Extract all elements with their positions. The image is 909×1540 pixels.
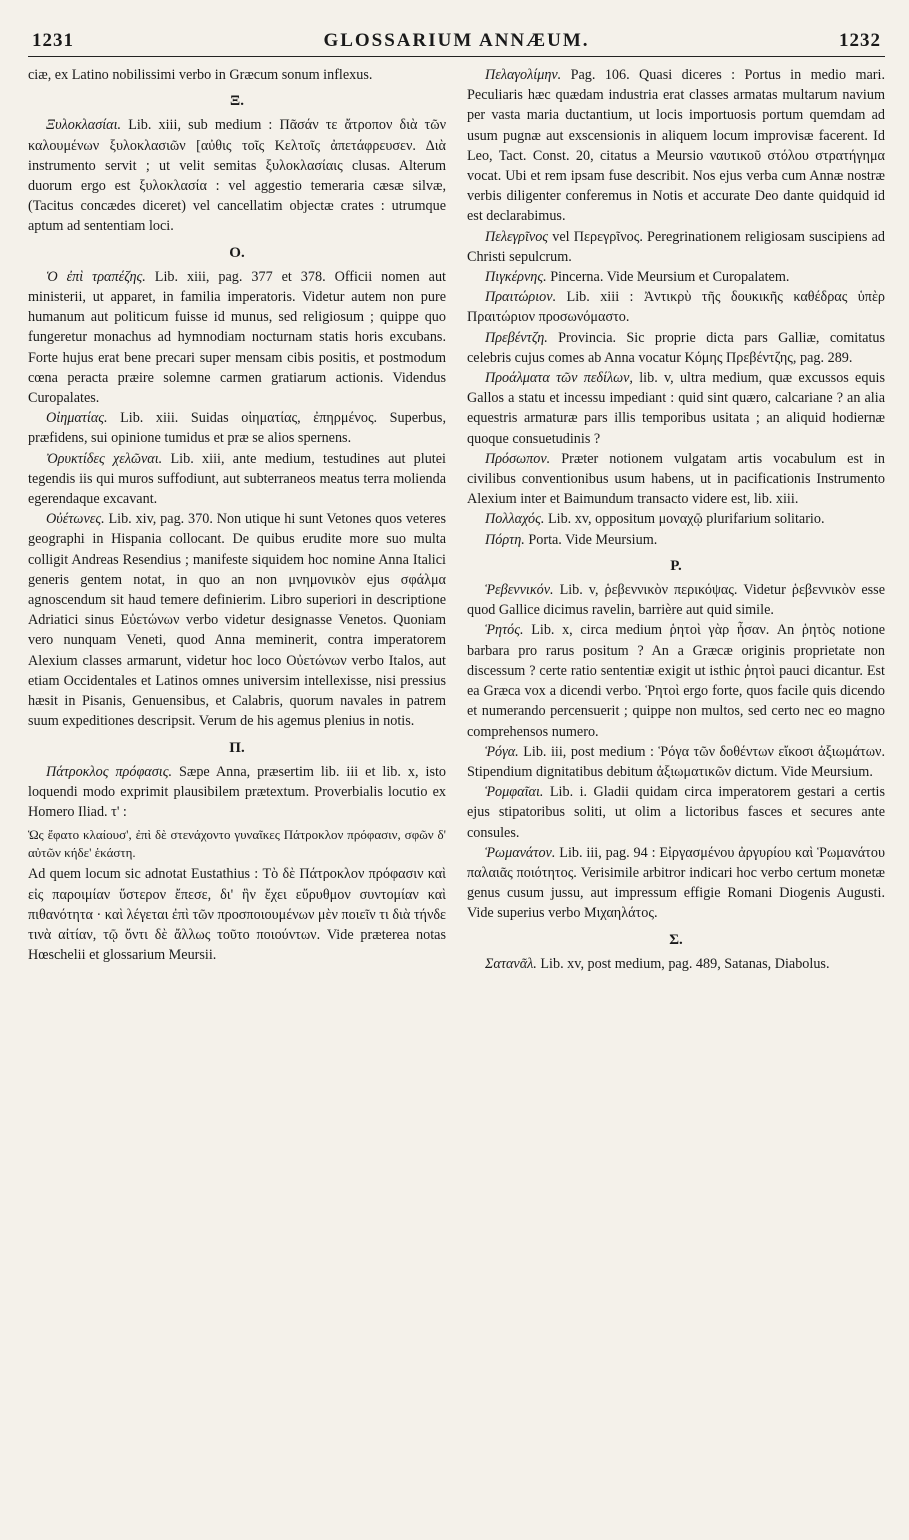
entry-text: Pag. 106. Quasi diceres : Portus in medio mari. Peculiaris hæc quædam industria erat classes armatas multarum navium per vasta maria ductantium, ut locis importuosis portum quemdam ad usum pugnæ aut exscensionis in aliquem locum improvisæ facerent. Id Leo, Tact. Const. 20, citatus a Meursio ναυτικοῦ στόλου στρατήγημα vocat. Ubi et rem ipsam fuse describit. Nos ejus verba cum Annæ nostræ verbis diligenter conferemus in Notis et accurate Deo dante quidquid id est declarabimus.	[467, 67, 885, 225]
entry-headword: Πολλαχός.	[485, 511, 545, 528]
glossary-entry	[28, 509, 446, 731]
entry-text: Præter notionem vulgatam artis vocabulum est in civilibus conventionibus usum habens, ut in pacificationis Instrumento Alexium inter et Baimundum transacto videre est, lib. xiii.	[467, 450, 885, 508]
entry-headword: Πιγκέρνης.	[485, 269, 547, 286]
section-letter: Σ.	[669, 931, 683, 948]
continuation-text: ciæ, ex Latino nobilissimi verbo in Græcum sonum inflexus.	[28, 67, 373, 83]
entry-text: Sæpe Anna, præsertim lib. iii et lib. x, isto loquendi modo exprimit plausibilem prætextum. Proverbialis locutio ex Homero Iliad. τ' :	[28, 763, 447, 821]
entry-text: Lib. i. Gladii quidam circa imperatorem gestari a certis ejus stipatoribus soliti, ut olim a lictoribus fasces et secures ante consules.	[467, 784, 885, 841]
entry-headword: Οἰηματίας.	[46, 410, 108, 427]
entry-headword: Πελαγολίμην.	[485, 67, 562, 83]
entry-text: Lib. xiv, pag. 370. Non utique hi sunt Vetones quos veteres geographi in Hispania collocant. De quibus erudite more suo multa colligit Andreas Resendius ; manifeste siquidem hoc nomine Anna Italici generis gentem notat, in quo an non μνημονικὸν ejus σφάλμα agnoscendum sit haud temere definierim. Libro superiori in descriptione Adriatici sinus Εὐετώνων verbo videtur designasse Venetos. Quoniam vero nunquam Veneti, quod Anna meminerit, contra imperatorem Alexium classes armarunt, videtur hoc loco Οὐετώνων verbo Italos, aut etiam Occidentales et Latinos omnes universim intellexisse, nisi pressius hæsit in Pisanis, Genuensibus, et Calabris, quorum navales in patrem suum expeditiones descripsit. Verum de his agemus plenius in notis.	[28, 511, 446, 730]
entry-headword: Ῥόγα.	[485, 743, 519, 760]
entry-headword: Ῥεβεννικόν.	[485, 582, 554, 599]
entry-text: Lib. v, ῥεβεννικὸν περικόψας. Videtur ῥεβεννικὸν esse quod Gallice dicimus ravelin, barrière aut quid simile.	[467, 582, 885, 619]
glossary-entry	[467, 267, 885, 287]
glossary-entry	[467, 328, 885, 368]
entry-text: Lib. x, circa medium ῥητοὶ γὰρ ἦσαν. An ῥητὸς notione barbara pro rarus positum ? An a Græcæ originis proprietate non discessum ? certe ratio sententiæ exigit ut isthic ῥητοὶ pauci dicantur. Est ea Græca vox a dicendi verbo. Ῥητοὶ ergo forte, quos facile quis dicendo et numerando percensuerit ; quippe non multos, sed certo nec eo magno comprehensos numero.	[467, 622, 885, 740]
section-letter: Π.	[229, 739, 245, 756]
entry-headword: Σατανᾶλ.	[485, 955, 537, 972]
glossary-entry	[28, 762, 446, 823]
running-head	[28, 28, 885, 57]
entry-text: Lib. xiii, ante medium, testudines aut plutei tegendis iis qui muros suffodiunt, aut subterraneos meatus terra molienda egerendaque excavant.	[28, 450, 446, 508]
glossary-entry	[467, 580, 885, 620]
two-columns	[28, 65, 885, 974]
entry-text: Lib. xv, post medium, pag. 489, Satanas, Diabolus.	[536, 955, 830, 972]
entry-headword: Πόρτη.	[485, 531, 525, 548]
glossary-entry	[467, 843, 885, 924]
glossary-entry	[28, 449, 446, 510]
continuation-text: Ad quem locum sic adnotat Eustathius : Τὸ δὲ Πάτροκλον πρόφασιν καὶ εἰς παροιμίαν ὕστερον ἔπεσε, δι' ἣν ἔχει εὔρυθμον συντομίαν καὶ πιθανότητα · καὶ λέγεται ἐπὶ τῶν προσποιουμένων μὲν ποιεῖν τι διὰ τήνδε τινὰ αἰτίαν, τῷ ὄντι δὲ ἄλλως τοῦτο ποιούντων. Vide præterea notas Hœschelii et glossarium Meursii.	[28, 866, 446, 964]
entry-text: vel Περεγρῖνος. Peregrinationem religiosam suscipiens ad Christi sepulcrum.	[467, 228, 885, 265]
page-number-right: 1232	[839, 30, 881, 51]
glossary-entry	[467, 509, 885, 529]
entry-text: Lib. iii, pag. 94 : Εἰργασμένου ἀργυρίου καὶ Ῥωμανάτου παλαιᾶς ποιότητος. Verisimile arbitror indicari hoc verbo certum monetæ genus cusum jussu, aut impressum effigie Romani Diogenis Augusti. Vide superius verbo Μιχαηλάτος.	[467, 844, 885, 922]
entry-headword: Πάτροκλος πρόφασις.	[46, 763, 173, 780]
running-title: GLOSSARIUM ANNÆUM.	[323, 30, 590, 51]
entry-headword: Ῥωμανάτον.	[485, 844, 556, 861]
entry-headword: Ῥομφαῖαι.	[485, 784, 544, 801]
glossary-entry	[467, 449, 885, 510]
glossary-entry	[28, 267, 446, 408]
entry-headword: Πελεγρῖνος	[485, 228, 549, 245]
entry-headword: Πραιτώριον.	[485, 289, 557, 306]
glossary-entry	[467, 227, 885, 267]
entry-headword: Ὁ ἐπὶ τραπέζης.	[46, 268, 146, 285]
glossary-entry	[467, 620, 885, 741]
glossary-entry	[467, 287, 885, 327]
left-column	[28, 65, 446, 974]
entry-text: Lib. iii, post medium : Ῥόγα τῶν δοθέντων εἴκοσι ἀξιωμάτων. Stipendium dignitatibus debitum ἀξιωματικῶν dictum. Vide Meursium.	[467, 743, 885, 780]
entry-headword: Πρόσωπον.	[485, 450, 551, 467]
section-letter: P.	[670, 557, 682, 574]
entry-headword: Οὐέτωνες.	[46, 511, 105, 528]
glossary-entry	[467, 782, 885, 843]
glossary-entry	[28, 408, 446, 448]
entry-text: Lib. xiii. Suidas οἰηματίας, ἐπηρμένος. Superbus, præfidens, sui opinione tumidus et præ se alios spernens.	[28, 410, 446, 447]
glossary-entry	[28, 115, 446, 236]
entry-headword: Ξυλοκλασίαι.	[46, 117, 122, 134]
right-column	[467, 65, 885, 974]
entry-text: Pincerna. Vide Meursium et Curopalatem.	[546, 269, 790, 286]
entry-text: Lib. xv, oppositum μοναχῷ plurifarium solitario.	[544, 511, 825, 528]
page-number-left: 1231	[32, 30, 74, 51]
glossary-entry	[467, 530, 885, 550]
glossary-entry	[467, 954, 885, 974]
entry-text: Lib. xiii : Ἀντικρὺ τῆς δουκικῆς καθέδρας ὑπὲρ Πραιτώριον προσωνόμαστο.	[467, 289, 885, 326]
glossary-entry	[467, 742, 885, 782]
entry-text: Lib. xiii, sub medium : Πᾶσάν τε ἄτροπον διὰ τῶν καλουμένων ξυλοκλασιῶν [αὐθις τοῖς Κελτοῖς ἀπετάφρευσεν. Διὰ instrumento servit ; ut velit semitas ξυλοκλασίαις clusas. Alterum duorum ergo est ξυλοκλασία : vel aggestio temeraria cæsæ silvæ, (Tacitus concædes diceret) vel cancellatim objectæ crates : utrumque aptum ad sententiam loci.	[28, 117, 446, 235]
entry-text: Porta. Vide Meursium.	[524, 531, 658, 548]
verse-quote: Ὡς ἔφατο κλαίουσ', ἐπὶ δὲ στενάχοντο γυναῖκες Πάτροκλον πρόφασιν, σφῶν δ' αὐτῶν κήδε' ἑκάστη.	[28, 827, 446, 861]
glossary-entry	[467, 65, 885, 227]
entry-headword: Ῥητός.	[485, 622, 524, 639]
entry-text: Lib. xiii, pag. 377 et 378. Officii nomen aut ministerii, ut apparet, in familia imperatoris. Videtur autem non pure humanum aut politicum fuisse id munus, sed religiosum ; quippe quo fungeretur monachus ad hymnodiam nocturnam statis horis excubans. Forte hujus erat bene precari super mensam cibis positis, et postmodum cœna peracta præire solemne carmen gratiarum actionis. Videndus Curopalates.	[28, 268, 446, 407]
entry-headword: Προάλματα τῶν πεδίλων,	[485, 370, 633, 387]
entry-text: Provincia. Sic proprie dicta pars Galliæ, comitatus celebris cujus comes ab Anna vocatur Κόμης Πρεβέντζης, pag. 289.	[467, 329, 885, 366]
entry-text: lib. v, ultra medium, quæ excussos equis Gallos a statu et incessu impediant : quid sint quæro, calcariane ? an alia equestris armaturæ pars illis temporibus usitata ; an aliquid hodiernæ quoque consuetudinis ?	[467, 370, 886, 447]
entry-headword: Πρεβέντζη.	[485, 329, 548, 346]
entry-headword: Ὀρυκτίδες χελῶναι.	[46, 450, 163, 467]
section-letter: Ξ.	[230, 93, 244, 110]
glossary-entry	[467, 368, 885, 449]
section-letter: O.	[229, 244, 245, 261]
